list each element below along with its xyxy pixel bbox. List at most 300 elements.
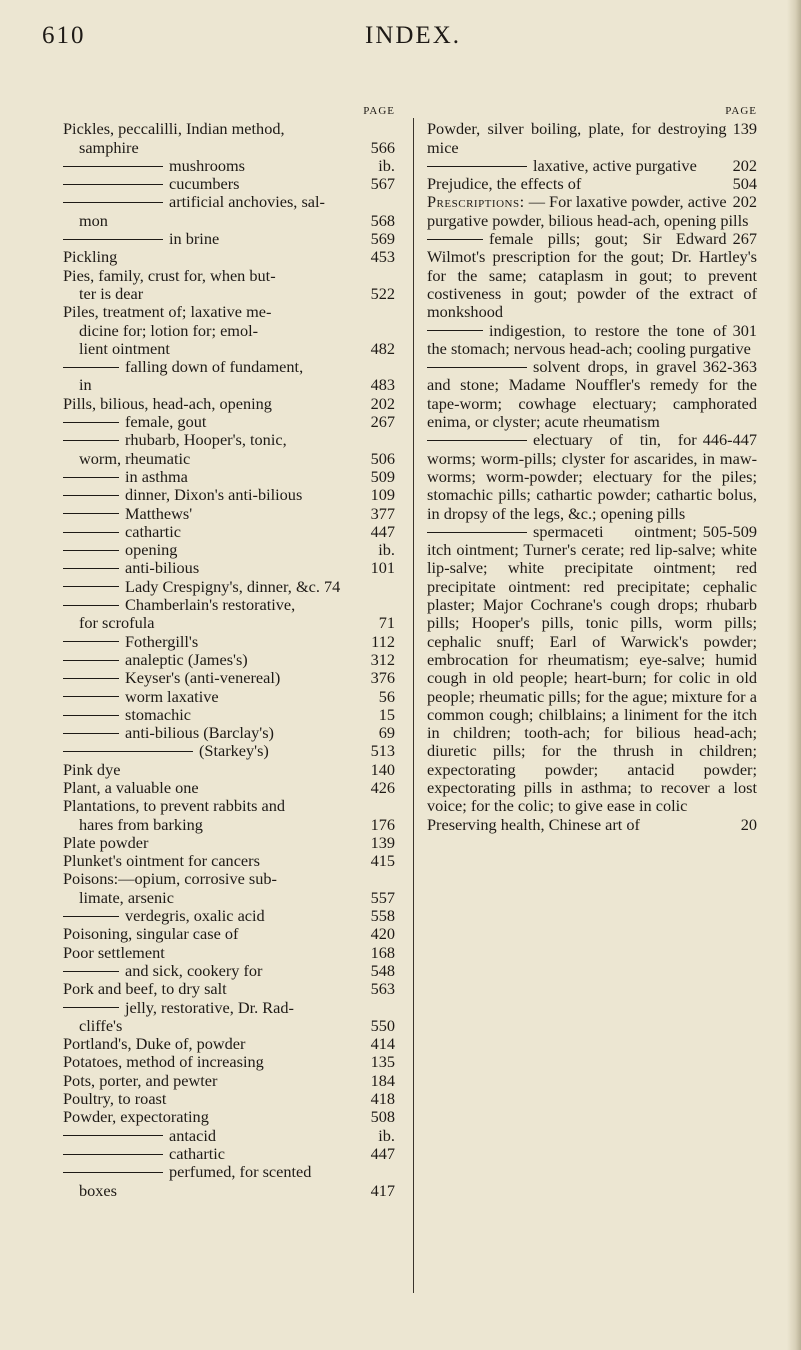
index-entry bbox=[63, 1163, 395, 1200]
index-entry bbox=[63, 944, 395, 962]
entry-label: Pickles, peccalilli, Indian method, bbox=[63, 120, 285, 139]
ditto-dash bbox=[63, 1172, 163, 1173]
entry-label: Fothergill's bbox=[125, 632, 199, 651]
index-entry bbox=[63, 761, 395, 779]
entry-line bbox=[63, 541, 395, 559]
page-ref: 509 bbox=[370, 466, 395, 486]
index-entry bbox=[63, 742, 395, 760]
entry-label: cliffe's bbox=[79, 1016, 123, 1035]
entry-label: laxative, active purgative bbox=[533, 155, 697, 175]
index-entry bbox=[63, 413, 395, 431]
entry-text bbox=[63, 980, 367, 998]
entry-label: antacid bbox=[169, 1126, 217, 1145]
entry-label: ter is dear bbox=[79, 284, 144, 303]
entry-label: samphire bbox=[79, 138, 139, 157]
entry-text bbox=[63, 761, 367, 779]
page-ref: 567 bbox=[370, 174, 395, 194]
page-ref: 135 bbox=[370, 1052, 395, 1072]
page-ref: 557 bbox=[370, 887, 395, 907]
index-entry bbox=[63, 1145, 395, 1163]
entry-line bbox=[63, 1127, 395, 1145]
entry-label: Lady Crespigny's, dinner, &c. 74 bbox=[125, 577, 341, 596]
page-ref: 426 bbox=[370, 777, 395, 797]
entry-line bbox=[63, 614, 395, 632]
entry-label: cathartic bbox=[169, 1144, 226, 1163]
index-entry bbox=[63, 724, 395, 742]
entry-text bbox=[63, 486, 367, 504]
entry-line bbox=[63, 999, 395, 1017]
index-entry bbox=[427, 431, 757, 522]
entry-label: opening bbox=[125, 541, 178, 560]
index-entry bbox=[63, 193, 395, 230]
entry-text bbox=[79, 889, 367, 907]
ditto-dash bbox=[63, 696, 119, 697]
index-entry bbox=[63, 706, 395, 724]
page-ref: 548 bbox=[370, 960, 395, 980]
page-ref: 168 bbox=[370, 942, 395, 962]
index-entry bbox=[63, 779, 395, 797]
page-ref: 202 bbox=[370, 393, 395, 413]
page-ref: 415 bbox=[370, 851, 395, 871]
index-entry bbox=[427, 120, 757, 157]
page-ref: 483 bbox=[370, 375, 395, 395]
entry-label: mon bbox=[79, 211, 108, 230]
entry-label: and sick, cookery for bbox=[125, 961, 263, 980]
entry-text bbox=[79, 340, 367, 358]
page-number: 610 bbox=[42, 22, 86, 49]
entry-text bbox=[63, 413, 367, 431]
page-ref: 563 bbox=[370, 979, 395, 999]
index-entry bbox=[63, 431, 395, 468]
index-entry bbox=[63, 797, 395, 834]
entry-line bbox=[63, 175, 395, 193]
entry-text bbox=[79, 376, 367, 394]
ditto-dash bbox=[427, 239, 483, 240]
entry-line bbox=[63, 596, 395, 614]
entry-label: Plunket's ointment for cancers bbox=[63, 852, 260, 871]
entry-text bbox=[63, 944, 367, 962]
entry-text bbox=[63, 852, 367, 870]
page-ref: 550 bbox=[370, 1015, 395, 1035]
page-ref: 139 bbox=[370, 832, 395, 852]
entry-text bbox=[79, 614, 375, 632]
index-entry bbox=[427, 523, 757, 816]
entry-line bbox=[63, 267, 395, 285]
entry-label: Plant, a valuable one bbox=[63, 778, 199, 797]
entry-label: analeptic (James's) bbox=[125, 650, 248, 669]
entry-text bbox=[63, 870, 395, 888]
page-ref: 508 bbox=[370, 1107, 395, 1127]
page-ref: 376 bbox=[370, 668, 395, 688]
entry-line bbox=[63, 486, 395, 504]
entry-label: for scrofula bbox=[79, 614, 155, 633]
page-ref: 417 bbox=[370, 1180, 395, 1200]
entry-text bbox=[79, 450, 367, 468]
entry-line bbox=[63, 395, 395, 413]
ditto-dash bbox=[427, 367, 527, 368]
index-entry bbox=[63, 395, 395, 413]
page-ref: 202 bbox=[732, 192, 757, 212]
page-header bbox=[0, 10, 801, 60]
entry-text bbox=[63, 1108, 367, 1126]
entry-label: Preserving health, Chinese art of bbox=[427, 814, 640, 834]
entry-text bbox=[63, 559, 367, 577]
entry-line bbox=[63, 376, 395, 394]
entry-label: Plantations, to prevent rabbits and bbox=[63, 797, 286, 816]
entry-line bbox=[63, 212, 395, 230]
index-entry bbox=[63, 980, 395, 998]
entry-text bbox=[63, 267, 395, 285]
index-entry bbox=[63, 1090, 395, 1108]
page-ref: 362-363 bbox=[702, 357, 757, 377]
ditto-dash bbox=[63, 367, 119, 368]
entry-label: worm, rheumatic bbox=[79, 449, 191, 468]
index-entry bbox=[63, 523, 395, 541]
entry-text bbox=[79, 1182, 367, 1200]
entry-label: in brine bbox=[169, 230, 220, 249]
entry-text bbox=[63, 468, 367, 486]
entry-text bbox=[63, 1163, 395, 1181]
index-entry bbox=[63, 834, 395, 852]
entry-label: Chamberlain's restorative, bbox=[125, 596, 296, 615]
page-ref: 522 bbox=[370, 283, 395, 303]
entry-text bbox=[79, 212, 367, 230]
entry-text bbox=[63, 1127, 374, 1145]
page-ref: 506 bbox=[370, 448, 395, 468]
entry-text bbox=[63, 431, 395, 449]
ditto-dash bbox=[63, 422, 119, 423]
entry-text bbox=[63, 541, 374, 559]
entry-line bbox=[63, 980, 395, 998]
entry-label: solvent drops, in gravel and stone; Madame Nouffler's remedy for the tape-worm; cowhage electuary; camphorated enima, or clyster; acute rheumatism bbox=[427, 357, 757, 432]
entry-text bbox=[63, 395, 367, 413]
entry-label: Pots, porter, and pewter bbox=[63, 1071, 218, 1090]
ditto-dash bbox=[63, 678, 119, 679]
index-entry bbox=[63, 907, 395, 925]
entry-text bbox=[63, 1035, 367, 1053]
page-ref: 566 bbox=[370, 137, 395, 157]
ditto-dash bbox=[427, 166, 527, 167]
entry-label: Pickling bbox=[63, 248, 118, 267]
page-ref: 140 bbox=[370, 759, 395, 779]
index-entry bbox=[427, 157, 757, 175]
page-column-label: PAGE bbox=[725, 105, 757, 117]
page-ref: 56 bbox=[378, 686, 395, 706]
entry-line bbox=[63, 340, 395, 358]
entry-label: electuary of tin, for worms; worm-pills; clyster for ascarides, in maw-worms; worm-powder; electuary for the piles; stomachic pills; cathartic powder; cathartic bolus, in dropsy of the legs, &c.; opening pills bbox=[427, 430, 757, 523]
entry-line bbox=[63, 413, 395, 431]
page-ref: 69 bbox=[378, 723, 395, 743]
ditto-dash bbox=[63, 477, 119, 478]
entry-text bbox=[63, 1090, 367, 1108]
entry-text bbox=[79, 816, 367, 834]
page-ref: 453 bbox=[370, 247, 395, 267]
page-ref: 558 bbox=[370, 906, 395, 926]
page-ref: ib. bbox=[378, 1125, 395, 1145]
entry-text bbox=[63, 742, 367, 760]
entry-label: mushrooms bbox=[169, 156, 245, 175]
entry-label: falling down of fundament, bbox=[125, 358, 304, 377]
index-entry bbox=[63, 870, 395, 907]
entry-text bbox=[63, 1145, 367, 1163]
entry-line bbox=[63, 724, 395, 742]
entry-line bbox=[63, 523, 395, 541]
page-ref: ib. bbox=[378, 540, 395, 560]
entry-label: anti-bilious bbox=[125, 559, 200, 578]
index-entry bbox=[63, 852, 395, 870]
entry-text bbox=[63, 248, 367, 266]
entry-line bbox=[63, 834, 395, 852]
page-column-label: PAGE bbox=[363, 105, 395, 117]
index-entry bbox=[63, 925, 395, 943]
entry-line bbox=[63, 358, 395, 376]
index-entry bbox=[63, 633, 395, 651]
entry-label: rhubarb, Hooper's, tonic, bbox=[125, 431, 287, 450]
entry-line bbox=[63, 1053, 395, 1071]
entry-label: Powder, silver boiling, plate, for destroying mice bbox=[427, 119, 727, 157]
ditto-dash bbox=[63, 532, 119, 533]
index-entry bbox=[427, 175, 757, 193]
entry-label: Portland's, Duke of, powder bbox=[63, 1035, 246, 1054]
index-entry bbox=[63, 120, 395, 157]
page-ref: 139 bbox=[732, 119, 757, 139]
page-ref: 513 bbox=[370, 741, 395, 761]
entry-label: female, gout bbox=[125, 413, 207, 432]
entry-line bbox=[63, 505, 395, 523]
page-ref: 568 bbox=[370, 210, 395, 230]
index-entry bbox=[63, 267, 395, 304]
entry-label: Poor settlement bbox=[63, 943, 165, 962]
entry-label: stomachic bbox=[125, 705, 192, 724]
entry-text bbox=[63, 523, 367, 541]
entry-text bbox=[63, 633, 367, 651]
index-entry bbox=[427, 193, 757, 230]
page-ref: 112 bbox=[371, 631, 395, 651]
ditto-dash bbox=[63, 495, 119, 496]
entry-text bbox=[63, 925, 367, 943]
ditto-dash bbox=[427, 532, 527, 533]
entry-text bbox=[63, 651, 367, 669]
ditto-dash bbox=[63, 586, 119, 587]
index-entry bbox=[63, 559, 395, 577]
entry-label: spermaceti ointment; itch ointment; Turner's cerate; red lip-salve; white lip-salve; white precipitate ointment; red precipitate ointment: red precipitate; cephalic plaster; Major Cochrane's cough drops; rhubarb pills; Hooper's pills, tonic pills, worm pills; cephalic snuff; Earl of Warwick's powder; embrocation for rheumatism; eye-salve; humid cough in old people; heart-burn; for colic in old people; rheumatic pills; for the ague; mixture for a common cough; chilblains; a liniment for the itch in children; tooth-ach; for bilious head-ach; diuretic pills; for the thrush in children; expectorating powder; antacid powder; expectorating pills in asthma; to recover a lost voice; for the colic; to give ease in colic bbox=[427, 521, 757, 816]
entry-label: hares from barking bbox=[79, 815, 203, 834]
entry-line bbox=[63, 120, 395, 138]
page-ref: 504 bbox=[732, 174, 757, 194]
entry-label: Matthews' bbox=[125, 504, 193, 523]
entry-label: dinner, Dixon's anti-bilious bbox=[125, 486, 303, 505]
entry-label: limate, arsenic bbox=[79, 888, 174, 907]
right-column bbox=[427, 102, 757, 834]
index-entry bbox=[63, 999, 395, 1036]
ditto-dash bbox=[63, 239, 163, 240]
entry-label: Potatoes, method of increasing bbox=[63, 1053, 264, 1072]
entry-line bbox=[63, 431, 395, 449]
entry-line bbox=[63, 450, 395, 468]
page-ref: 15 bbox=[378, 704, 395, 724]
ditto-dash bbox=[63, 660, 119, 661]
page-ref: 414 bbox=[370, 1034, 395, 1054]
column-divider bbox=[413, 118, 414, 1293]
index-entry bbox=[63, 468, 395, 486]
index-entry bbox=[63, 541, 395, 559]
entry-label: worm laxative bbox=[125, 687, 219, 706]
index-entry bbox=[63, 1127, 395, 1145]
ditto-dash bbox=[63, 202, 163, 203]
ditto-dash bbox=[63, 605, 119, 606]
entry-label: Pies, family, crust for, when but- bbox=[63, 266, 276, 285]
entry-label: Plate powder bbox=[63, 833, 149, 852]
page-ref: 420 bbox=[370, 924, 395, 944]
ditto-dash bbox=[63, 1135, 163, 1136]
page-ref: 447 bbox=[370, 521, 395, 541]
entry-text bbox=[63, 779, 367, 797]
entry-line bbox=[63, 578, 395, 596]
page-ref: 109 bbox=[370, 485, 395, 505]
entry-text bbox=[63, 1053, 367, 1071]
entry-text bbox=[63, 797, 395, 815]
page-ref: 447 bbox=[370, 1143, 395, 1163]
entry-line bbox=[63, 1145, 395, 1163]
ditto-dash bbox=[63, 971, 119, 972]
entry-label: lient ointment bbox=[79, 339, 170, 358]
page-ref: 101 bbox=[370, 558, 395, 578]
index-entry bbox=[427, 816, 757, 834]
entry-line bbox=[63, 852, 395, 870]
page-ref: 482 bbox=[370, 338, 395, 358]
page-ref: 184 bbox=[370, 1070, 395, 1090]
entry-line bbox=[63, 1017, 395, 1035]
entry-label: verdegris, oxalic acid bbox=[125, 907, 265, 926]
entry-text bbox=[63, 505, 367, 523]
index-entry bbox=[427, 230, 757, 321]
entry-line bbox=[63, 248, 395, 266]
index-entry bbox=[427, 358, 757, 431]
entry-label: female pills; gout; Sir Edward Wilmot's prescription for the gout; Dr. Hartley's for the same; cataplasm in gout; to prevent costiveness in gout; powder of the extract of monkshood bbox=[427, 229, 757, 322]
index-entry bbox=[63, 1053, 395, 1071]
entry-label: Piles, treatment of; laxative me- bbox=[63, 303, 272, 322]
entry-label: anti-bilious (Barclay's) bbox=[125, 724, 274, 743]
ditto-dash bbox=[63, 715, 119, 716]
entry-text bbox=[63, 907, 367, 925]
entry-line bbox=[63, 669, 395, 687]
entry-line bbox=[63, 230, 395, 248]
ditto-dash bbox=[63, 568, 119, 569]
ditto-dash bbox=[63, 733, 119, 734]
entry-line bbox=[63, 303, 395, 321]
entry-line bbox=[63, 1163, 395, 1181]
entry-label: in bbox=[79, 376, 92, 395]
ditto-dash bbox=[63, 1154, 163, 1155]
index-entry bbox=[63, 157, 395, 175]
index-entry bbox=[63, 1035, 395, 1053]
entry-line bbox=[63, 706, 395, 724]
left-column bbox=[63, 102, 395, 1200]
entry-text bbox=[63, 999, 395, 1017]
index-entry bbox=[63, 688, 395, 706]
index-entry bbox=[63, 962, 395, 980]
entry-line bbox=[63, 157, 395, 175]
index-entry bbox=[63, 578, 395, 596]
entry-line bbox=[63, 907, 395, 925]
ditto-dash bbox=[63, 1007, 119, 1008]
entry-text bbox=[79, 1017, 367, 1035]
entry-line bbox=[63, 889, 395, 907]
page-ref: 446-447 bbox=[702, 430, 757, 450]
index-entry bbox=[63, 248, 395, 266]
entry-label: Poultry, to roast bbox=[63, 1090, 167, 1109]
entry-line bbox=[63, 944, 395, 962]
entry-label: Pork and beef, to dry salt bbox=[63, 980, 227, 999]
entry-text bbox=[79, 322, 395, 340]
index-entry bbox=[63, 596, 395, 633]
index-entry bbox=[63, 1108, 395, 1126]
index-entry bbox=[63, 1072, 395, 1090]
index-entry bbox=[63, 303, 395, 358]
entry-text bbox=[63, 669, 367, 687]
ditto-dash bbox=[63, 166, 163, 167]
page-ref: 377 bbox=[370, 503, 395, 523]
entry-label: cucumbers bbox=[169, 175, 240, 194]
entry-label: Pills, bilious, head-ach, opening bbox=[63, 394, 272, 413]
ditto-dash bbox=[63, 550, 119, 551]
entry-text bbox=[79, 139, 367, 157]
entry-text bbox=[63, 834, 367, 852]
entry-label: indigestion, to restore the tone of the stomach; nervous head-ach; cooling purgative bbox=[427, 320, 751, 358]
entry-line bbox=[63, 816, 395, 834]
entry-text bbox=[63, 1072, 367, 1090]
entry-line bbox=[63, 1035, 395, 1053]
entry-line bbox=[63, 1090, 395, 1108]
ditto-dash bbox=[63, 440, 119, 441]
entry-line bbox=[63, 468, 395, 486]
page-ref: 176 bbox=[370, 814, 395, 834]
entry-line bbox=[63, 962, 395, 980]
page-ref: ib. bbox=[378, 155, 395, 175]
entry-label: — For laxative powder, active purgative powder, bilious head-ach, opening pills bbox=[427, 192, 749, 230]
entry-label: in asthma bbox=[125, 467, 188, 486]
entry-text bbox=[63, 962, 367, 980]
index-entry bbox=[63, 230, 395, 248]
entry-text bbox=[63, 688, 375, 706]
entry-text bbox=[63, 230, 367, 248]
entry-text bbox=[63, 193, 395, 211]
entry-line bbox=[63, 688, 395, 706]
page-ref: 505-509 bbox=[702, 521, 757, 541]
entry-line bbox=[63, 1182, 395, 1200]
entry-label: cathartic bbox=[125, 522, 182, 541]
entry-line bbox=[63, 139, 395, 157]
entry-line bbox=[63, 779, 395, 797]
entry-label: Prejudice, the effects of bbox=[427, 174, 582, 194]
page-ref: 20 bbox=[740, 814, 757, 834]
entry-line bbox=[63, 633, 395, 651]
page-ref: 267 bbox=[370, 412, 395, 432]
index-entry bbox=[63, 669, 395, 687]
entry-line bbox=[63, 797, 395, 815]
entry-line bbox=[63, 925, 395, 943]
entry-line bbox=[63, 285, 395, 303]
entry-text bbox=[63, 706, 375, 724]
entry-text bbox=[63, 578, 395, 596]
entry-line bbox=[63, 761, 395, 779]
entry-line bbox=[63, 870, 395, 888]
entry-line bbox=[63, 1072, 395, 1090]
page-ref: 301 bbox=[732, 320, 757, 340]
ditto-dash bbox=[63, 751, 193, 752]
index-entry bbox=[63, 175, 395, 193]
page-ref: 312 bbox=[370, 649, 395, 669]
